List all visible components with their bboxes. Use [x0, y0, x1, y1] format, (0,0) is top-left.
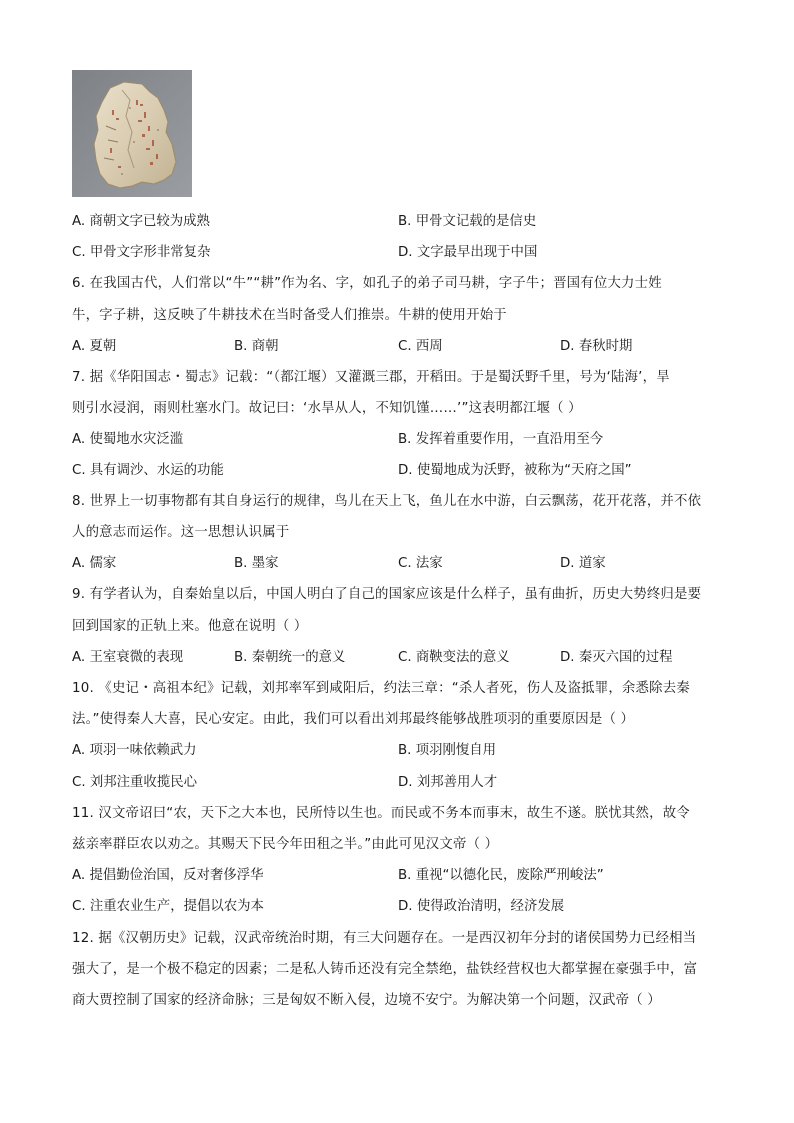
- q9-option-d: D. 秦灭六国的过程: [560, 650, 673, 665]
- q5-option-a: A. 商朝文字已较为成熟: [72, 214, 210, 229]
- q7-option-b: B. 发挥着重要作用，一直沿用至今: [398, 432, 604, 447]
- q10-option-a: A. 项羽一味依赖武力: [72, 743, 197, 758]
- q11-option-a: A. 提倡勤俭治国，反对奢侈浮华: [72, 868, 264, 883]
- q6-option-d: D. 春秋时期: [560, 339, 633, 354]
- q11-stem-line-1: 11. 汉文帝诏曰“农，天下之大本也，民所恃以生也。而民或不务本而事末，故生不遂。朕忧其然，故令: [72, 806, 690, 821]
- q9-stem-line-2: 回到国家的正轨上来。他意在说明（ ）: [72, 619, 308, 634]
- q7-stem-line-1: 7. 据《华阳国志・蜀志》记载：“（都江堰）又灌溉三郡，开稻田。于是蜀沃野千里，号为‘陆海’，旱: [72, 370, 670, 385]
- q6-option-c: C. 西周: [398, 339, 443, 354]
- q10-stem-line-1: 10. 《史记・高祖本纪》记载，刘邦率军到咸阳后，约法三章：“杀人者死，伤人及盗抵罪，余悉除去秦: [72, 681, 690, 696]
- q11-option-d: D. 使得政治清明，经济发展: [398, 899, 565, 914]
- q6-option-b: B. 商朝: [234, 339, 279, 354]
- q8-stem-line-1: 8. 世界上一切事物都有其自身运行的规律，鸟儿在天上飞，鱼儿在水中游，白云飘荡，花开花落，并不依: [72, 494, 702, 509]
- q5-option-d: D. 文字最早出现于中国: [398, 245, 538, 260]
- q9-stem-line-1: 9. 有学者认为，自秦始皇以后，中国人明白了自己的国家应该是什么样子，虽有曲折，历史大势终归是要: [72, 587, 702, 602]
- q11-option-c: C. 注重农业生产，提倡以农为本: [72, 899, 264, 914]
- q11-option-b: B. 重视“以德化民，废除严刑峻法”: [398, 868, 604, 883]
- q8-option-b: B. 墨家: [234, 556, 279, 571]
- q9-option-c: C. 商鞅变法的意义: [398, 650, 510, 665]
- q7-option-a: A. 使蜀地水灾泛滥: [72, 432, 184, 447]
- q6-stem-line-2: 牛，字子耕，这反映了牛耕技术在当时备受人们推崇。牛耕的使用开始于: [72, 308, 507, 323]
- q10-option-d: D. 刘邦善用人才: [398, 775, 498, 790]
- q11-stem-line-2: 兹亲率群臣农以劝之。其赐天下民今年田租之半。”由此可见汉文帝（ ）: [72, 837, 499, 852]
- q7-option-c: C. 具有调沙、水运的功能: [72, 463, 224, 478]
- q7-option-d: D. 使蜀地成为沃野，被称为“天府之国”: [398, 463, 632, 478]
- q10-option-b: B. 项羽刚愎自用: [398, 743, 497, 758]
- oracle-bone-illustration: [72, 70, 192, 197]
- q9-option-b: B. 秦朝统一的意义: [234, 650, 346, 665]
- q10-stem-line-2: 法。”使得秦人大喜，民心安定。由此，我们可以看出刘邦最终能够战胜项羽的重要原因是（ ）: [72, 712, 635, 727]
- q7-stem-line-2: 则引水浸润，雨则杜塞水门。故记曰：‘水旱从人，不知饥馑……’”这表明都江堰（ ）: [72, 401, 582, 416]
- q8-option-a: A. 儒家: [72, 556, 117, 571]
- q9-option-a: A. 王室衰微的表现: [72, 650, 184, 665]
- oracle-bone-image: [72, 70, 192, 197]
- q6-stem-line-1: 6. 在我国古代，人们常以“牛”“耕”作为名、字，如孔子的弟子司马耕，字子牛；晋国有位大力士姓: [72, 276, 662, 291]
- q8-stem-line-2: 人的意志而运作。这一思想认识属于: [72, 525, 290, 540]
- q8-option-d: D. 道家: [560, 556, 606, 571]
- q12-stem-line-3: 商大贾控制了国家的经济命脉；三是匈奴不断入侵，边境不安宁。为解决第一个问题，汉武帝（ ）: [72, 993, 661, 1008]
- q5-option-b: B. 甲骨文记载的是信史: [398, 214, 537, 229]
- q12-stem-line-1: 12. 据《汉朝历史》记载，汉武帝统治时期，有三大问题存在。一是西汉初年分封的诸侯国势力已经相当: [72, 931, 697, 946]
- q8-option-c: C. 法家: [398, 556, 443, 571]
- q10-option-c: C. 刘邦注重收揽民心: [72, 775, 197, 790]
- q12-stem-line-2: 强大了，是一个极不稳定的因素；二是私人铸币还没有完全禁绝，盐铁经营权也大都掌握在豪强手中，富: [72, 962, 698, 977]
- q6-option-a: A. 夏朝: [72, 339, 117, 354]
- q5-option-c: C. 甲骨文字形非常复杂: [72, 245, 211, 260]
